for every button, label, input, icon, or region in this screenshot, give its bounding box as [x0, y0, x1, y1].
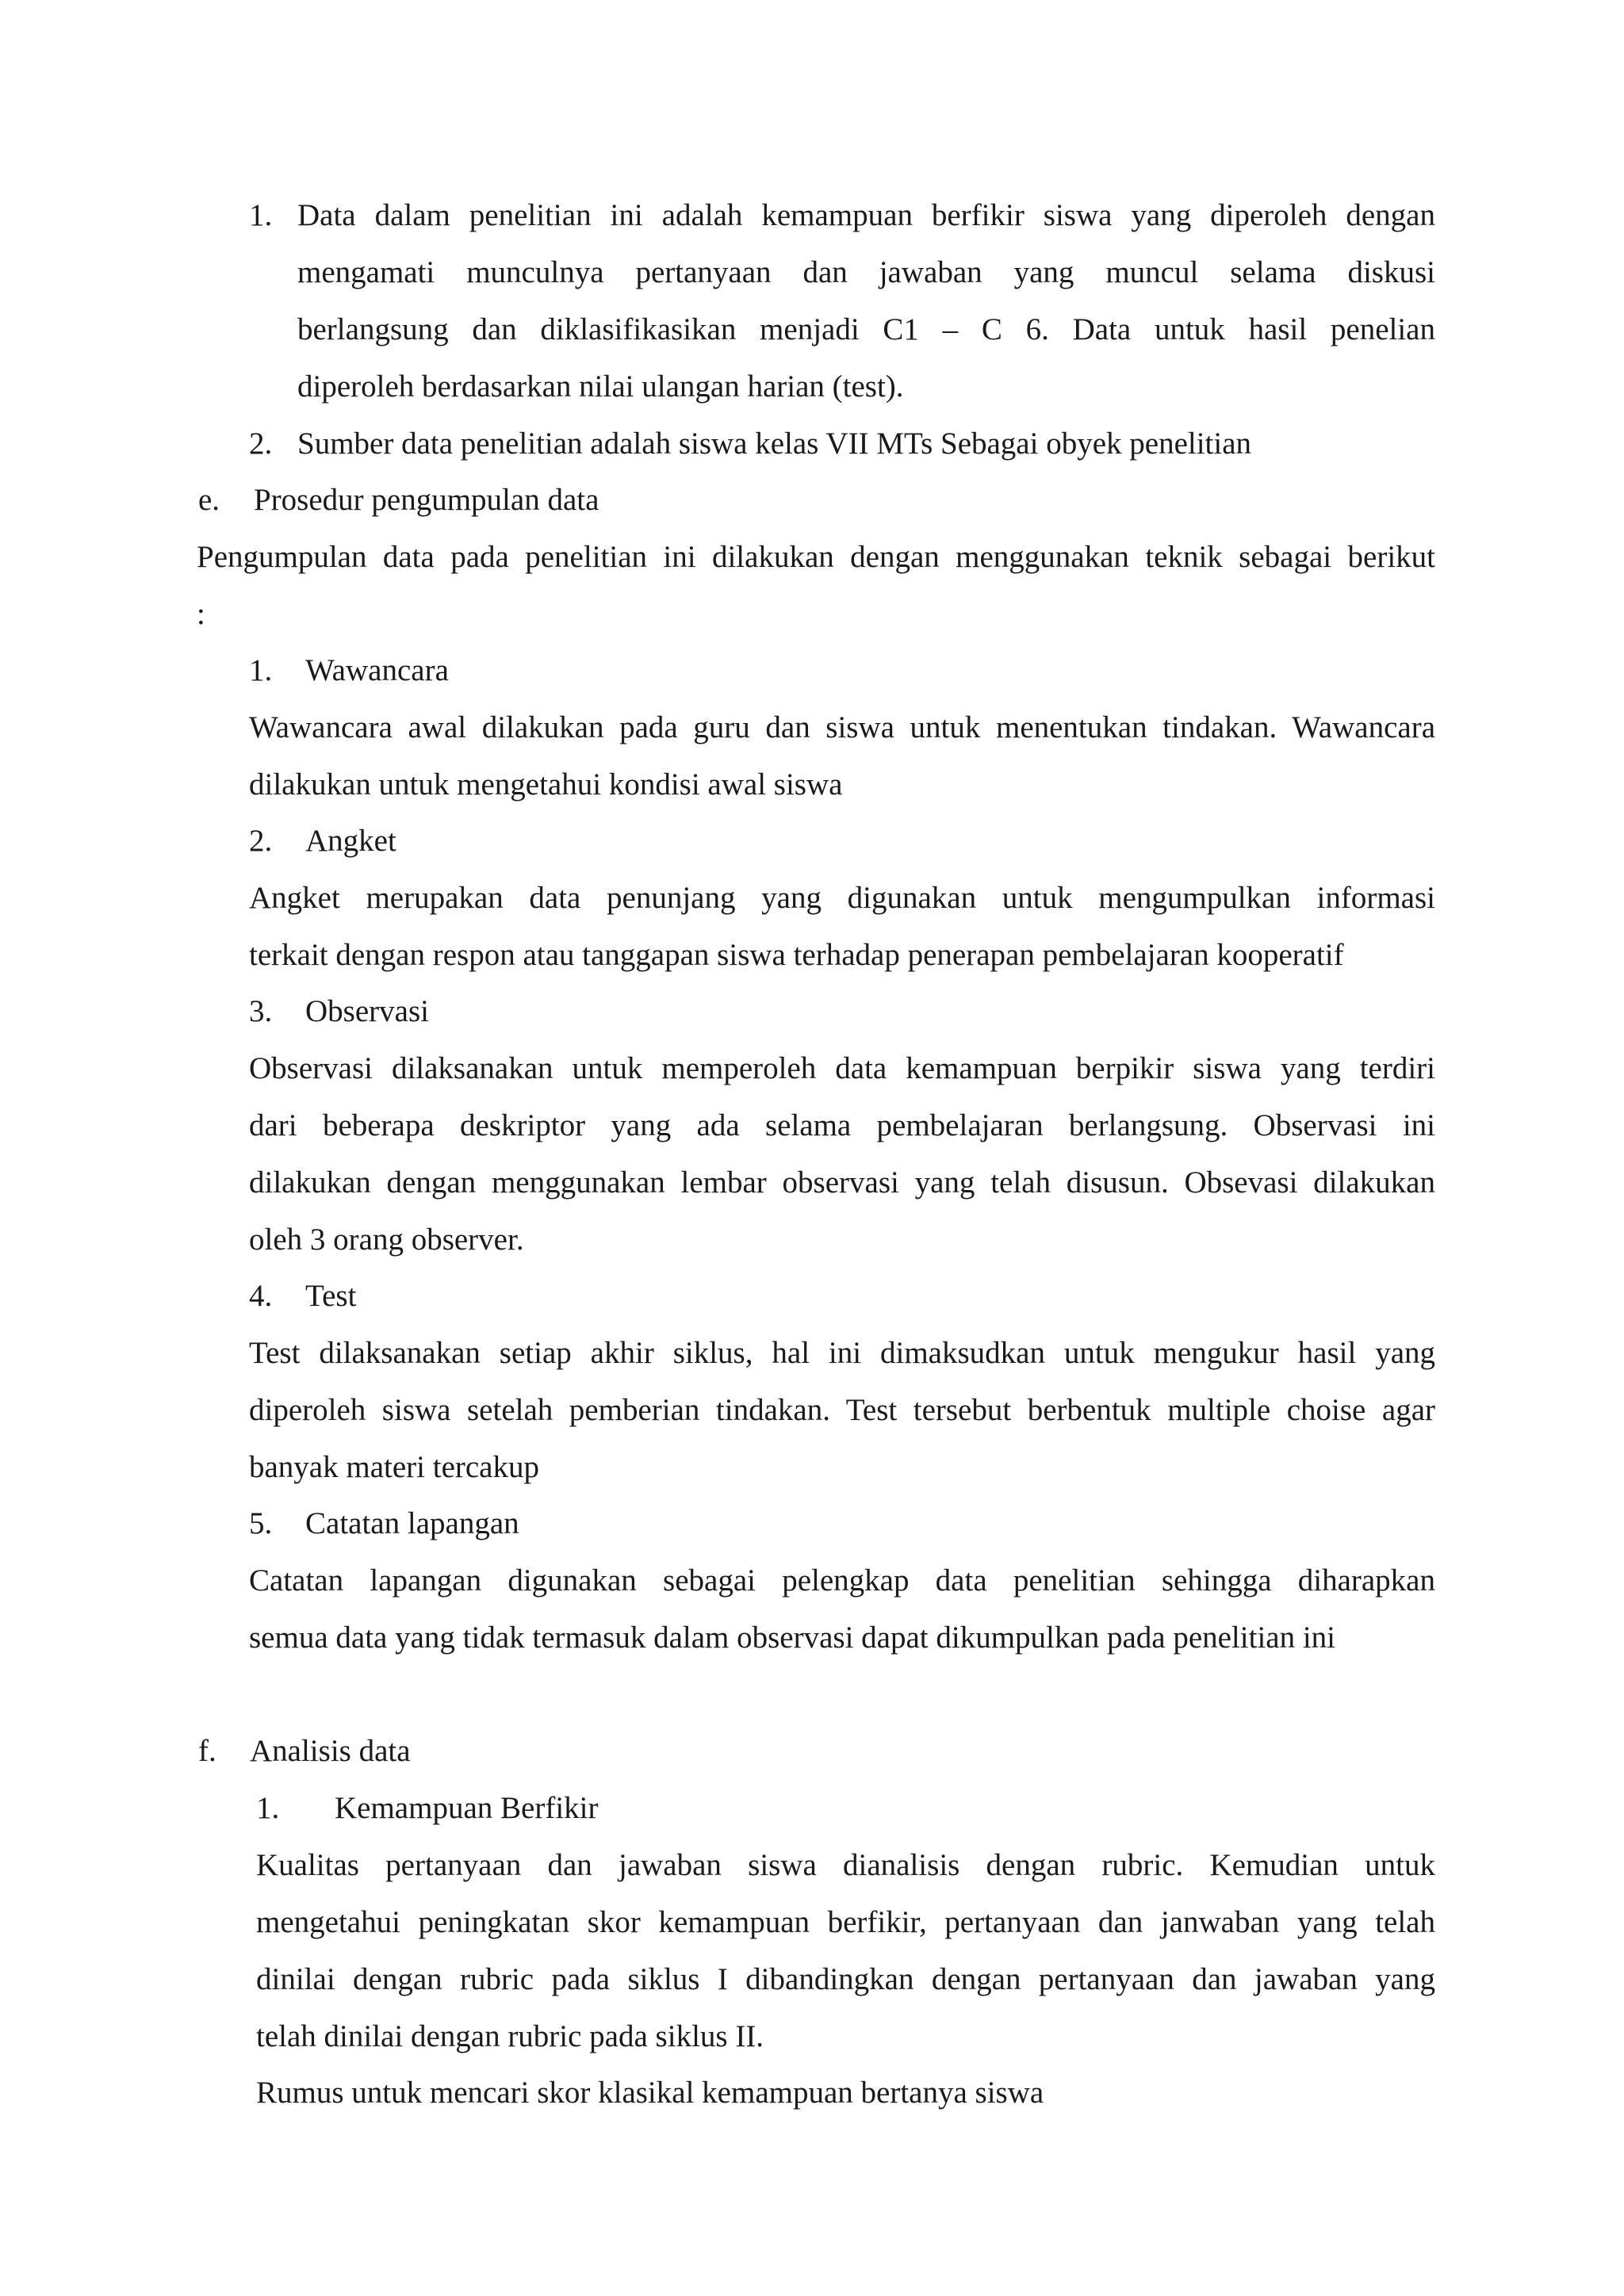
list-number: 1. — [256, 1791, 280, 1825]
list-number: 3. — [249, 994, 273, 1028]
paragraph-line: mengamati munculnya pertanyaan dan jawaban yang muncul selama diskusi — [297, 255, 1435, 289]
paragraph-line: mengetahui peningkatan skor kemampuan berfikir, pertanyaan dan janwaban yang telah — [256, 1905, 1435, 1939]
item-title: Kemampuan Berfikir — [335, 1791, 599, 1825]
paragraph-line: Test dilaksanakan setiap akhir siklus, hal ini dimaksudkan untuk mengukur hasil yang — [249, 1336, 1435, 1370]
item-title: Test — [305, 1279, 357, 1313]
list-number: 1. — [249, 653, 273, 687]
paragraph-line: Observasi dilaksanakan untuk memperoleh data kemampuan berpikir siswa yang terdiri — [249, 1051, 1435, 1085]
paragraph-line: semua data yang tidak termasuk dalam observasi dapat dikumpulkan pada penelitian ini — [249, 1621, 1336, 1655]
list-number: 1. — [249, 198, 273, 232]
paragraph-line: diperoleh siswa setelah pemberian tindakan. Test tersebut berbentuk multiple choise agar — [249, 1393, 1435, 1427]
item-title: Catatan lapangan — [305, 1506, 519, 1540]
intro-line: Pengumpulan data pada penelitian ini dilakukan dengan menggunakan teknik sebagai berikut — [197, 540, 1435, 574]
paragraph-line: telah dinilai dengan rubric pada siklus II. — [256, 2019, 764, 2053]
section-letter: e. — [198, 483, 220, 517]
paragraph-line: Catatan lapangan digunakan sebagai pelengkap data penelitian sehingga diharapkan — [249, 1563, 1435, 1598]
item-title: Wawancara — [305, 653, 449, 687]
paragraph-line: banyak materi tercakup — [249, 1450, 539, 1484]
paragraph-line: dari beberapa deskriptor yang ada selama pembelajaran berlangsung. Observasi ini — [249, 1108, 1435, 1142]
list-number: 2. — [249, 427, 273, 461]
paragraph-line: Kualitas pertanyaan dan jawaban siswa dianalisis dengan rubric. Kemudian untuk — [256, 1848, 1435, 1882]
paragraph-line: Wawancara awal dilakukan pada guru dan siswa untuk menentukan tindakan. Wawancara — [249, 710, 1435, 744]
section-letter: f. — [198, 1734, 216, 1768]
paragraph-line: Data dalam penelitian ini adalah kemampuan berfikir siswa yang diperoleh dengan — [297, 198, 1435, 232]
paragraph-line: berlangsung dan diklasifikasikan menjadi C1 – C 6. Data untuk hasil penelian — [297, 312, 1435, 346]
paragraph-line: diperoleh berdasarkan nilai ulangan harian (test). — [297, 369, 904, 404]
intro-line: : — [197, 597, 205, 631]
paragraph-line: Angket merupakan data penunjang yang digunakan untuk mengumpulkan informasi — [249, 881, 1435, 915]
section-title: Prosedur pengumpulan data — [254, 483, 599, 517]
item-title: Observasi — [305, 994, 429, 1028]
paragraph-line: Sumber data penelitian adalah siswa kelas VII MTs Sebagai obyek penelitian — [297, 427, 1252, 461]
section-title: Analisis data — [250, 1734, 411, 1768]
paragraph-line: oleh 3 orang observer. — [249, 1223, 524, 1257]
paragraph-line: dinilai dengan rubric pada siklus I dibandingkan dengan pertanyaan dan jawaban yang — [256, 1962, 1435, 1996]
list-number: 5. — [249, 1506, 273, 1540]
paragraph-line: terkait dengan respon atau tanggapan siswa terhadap penerapan pembelajaran kooperatif — [249, 938, 1344, 972]
list-number: 4. — [249, 1279, 273, 1313]
item-title: Angket — [305, 824, 396, 858]
paragraph-line: dilakukan untuk mengetahui kondisi awal siswa — [249, 767, 843, 802]
paragraph-line: dilakukan dengan menggunakan lembar observasi yang telah disusun. Obsevasi dilakukan — [249, 1165, 1435, 1200]
paragraph-line: Rumus untuk mencari skor klasikal kemampuan bertanya siswa — [256, 2076, 1044, 2110]
list-number: 2. — [249, 824, 273, 858]
